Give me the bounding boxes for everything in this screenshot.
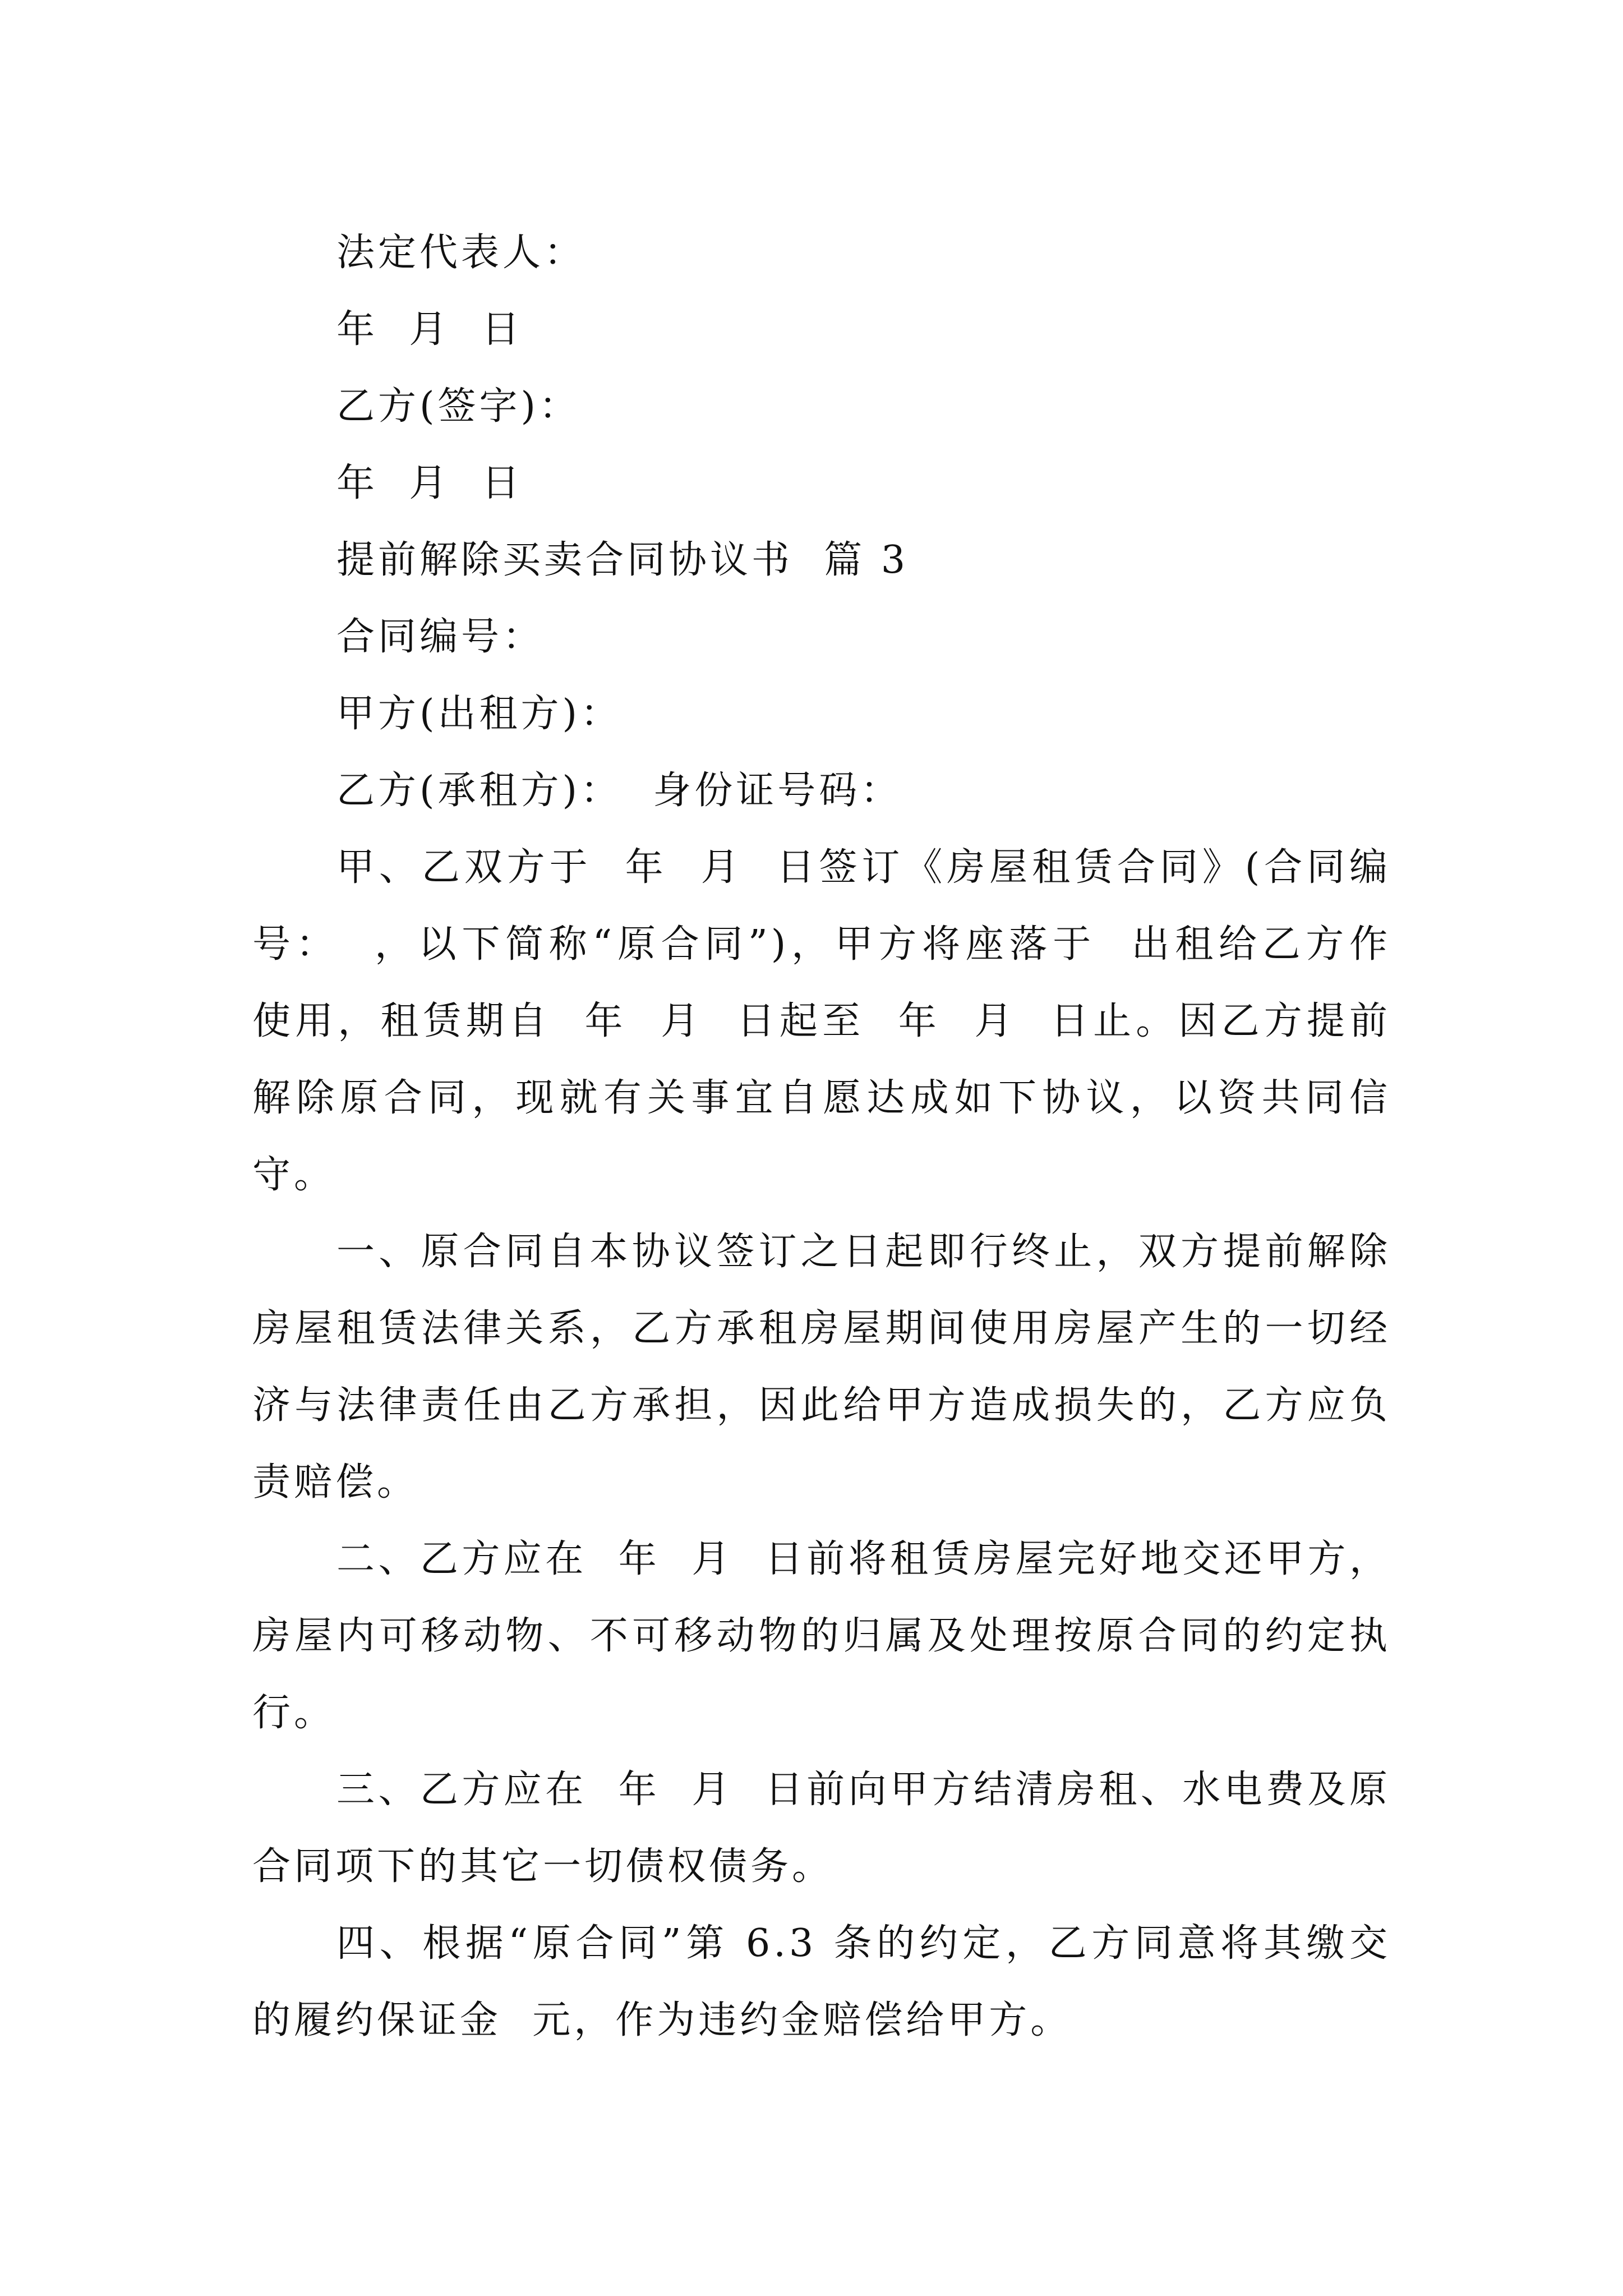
clause-4-paragraph: 四、根据“原合同”第 6.3 条的约定，乙方同意将其缴交的履约保证金 元，作为违约金赔偿给甲方。 — [252, 1921, 1391, 2042]
clause-3-paragraph: 三、乙方应在 年 月 日前向甲方结清房租、水电费及原合同项下的其它一切债权债务。 — [252, 1768, 1391, 1889]
clause-2-paragraph: 二、乙方应在 年 月 日前将租赁房屋完好地交还甲方，房屋内可移动物、不可移动物的归属及处理按原合同的约定执行。 — [252, 1537, 1391, 1735]
party-b-lessee-line: 乙方(承租方)： 身份证号码： — [336, 769, 902, 813]
contract-number-line: 合同编号： — [336, 615, 545, 659]
date-line-2: 年 月 日 — [336, 461, 523, 505]
legal-representative-line: 法定代表人： — [336, 231, 586, 275]
clause-1-paragraph: 一、原合同自本协议签订之日起即行终止，双方提前解除房屋租赁法律关系，乙方承租房屋期间使用房屋产生的一切经济与法律责任由乙方承担，因此给甲方造成损失的，乙方应负责赔偿。 — [252, 1230, 1391, 1504]
section-title: 提前解除买卖合同协议书 篇 3 — [336, 538, 909, 582]
party-a-lessor-line: 甲方(出租方)： — [336, 692, 623, 736]
date-line-1: 年 月 日 — [336, 307, 523, 352]
party-b-signature-line: 乙方(签字)： — [336, 384, 581, 429]
intro-paragraph: 甲、乙双方于 年 月 日签订《房屋租赁合同》(合同编号： ，以下简称“原合同”)，甲方将座落于 出租给乙方作 使用，租赁期自 年 月 日起至 年 月 日止。因乙方提前解除原合同，现就有关事宜自愿达成如下协议，以资共同信守。 — [252, 845, 1422, 1197]
document-body — [252, 214, 1422, 2059]
